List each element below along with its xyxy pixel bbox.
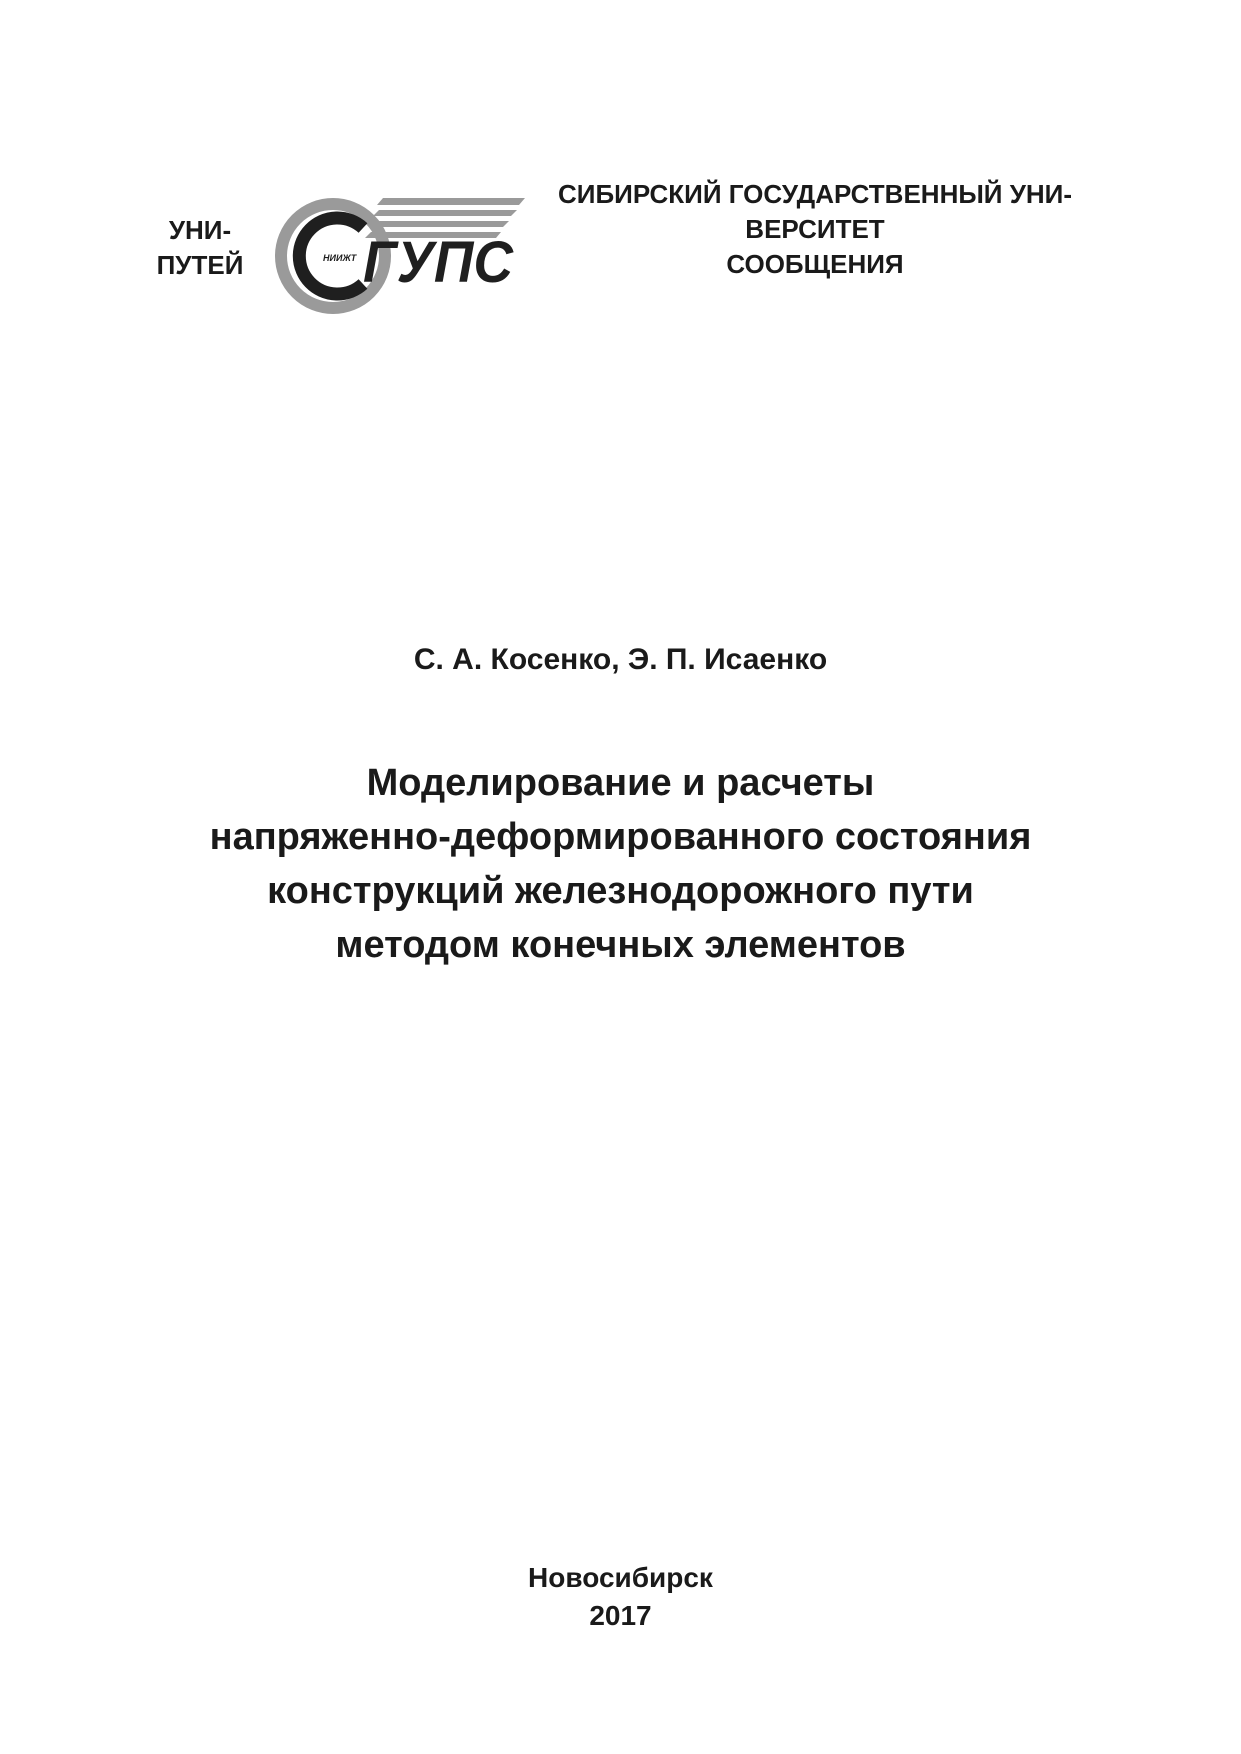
imprint-year: 2017 [589, 1600, 652, 1631]
title-line-2: напряженно-деформированного состояния [209, 816, 1032, 858]
header-right-line-2: ВЕРСИТЕТ [745, 214, 885, 244]
header-left-line-1: УНИ- [168, 215, 232, 245]
header-right-line-3: СООБЩЕНИЯ [726, 249, 904, 279]
authors: С. А. Косенко, Э. П. Исаенко [413, 643, 828, 676]
header-left-line-2: ПУТЕЙ [156, 250, 244, 280]
imprint-city: Новосибирск [528, 1562, 713, 1593]
title-line-3: конструкций железнодорожного пути [267, 870, 974, 912]
book-title [0, 756, 1241, 972]
title-line-4: методом конечных элементов [335, 924, 906, 966]
header-right [530, 177, 1100, 282]
logo-small-text: НИИЖТ [323, 253, 357, 263]
header-right-line-1: СИБИРСКИЙ ГОСУДАРСТВЕННЫЙ УНИ- [557, 179, 1073, 209]
sgups-logo [275, 196, 525, 316]
title-line-1: Моделирование и расчеты [366, 762, 875, 804]
logo-big-text: ГУПС [363, 230, 515, 295]
header-left [150, 213, 250, 283]
